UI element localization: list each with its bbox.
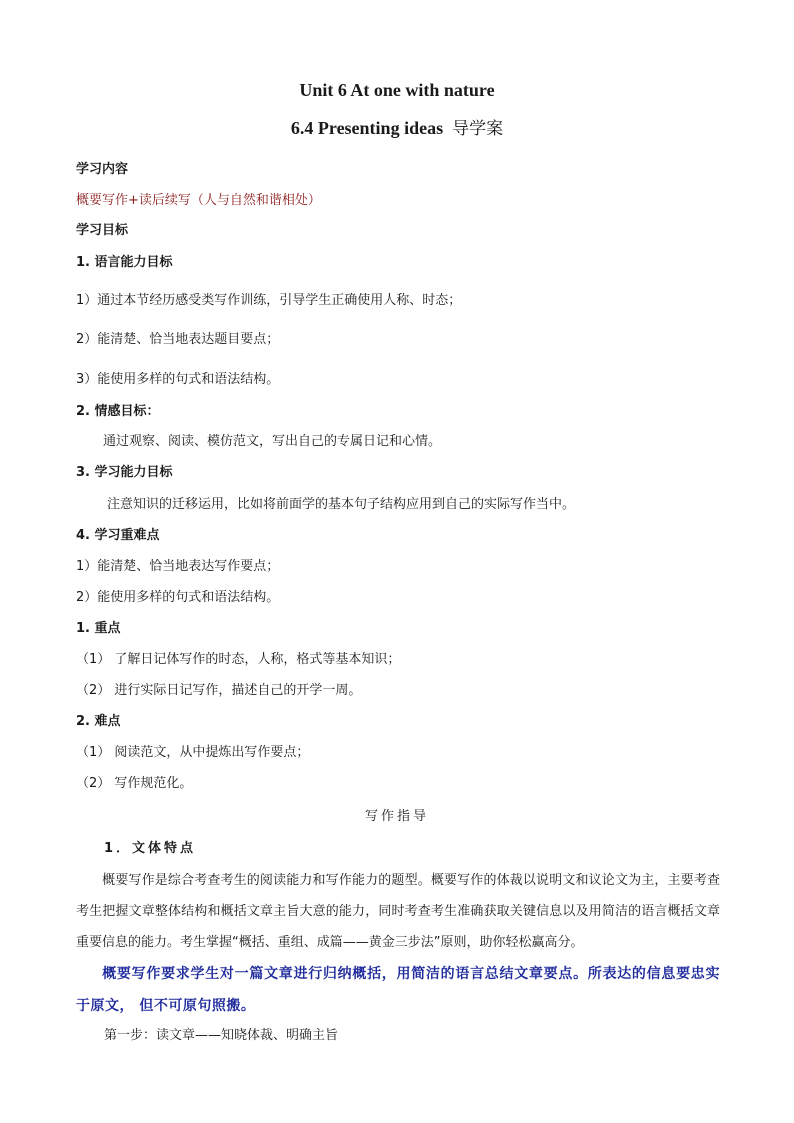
style-paragraph: 概要写作是综合考查考生的阅读能力和写作能力的题型。概要写作的体裁以说明文和议论文为主，主要考查考生把握文章整体结构和概括文章主旨大意的能力，同时考查考生准确获取关键信息以及用简洁的语言概括文章重要信息的能力。考生掌握“概括、重组、成篇——黄金三步法”原则，助你轻松赢高分。 [76,873,720,950]
requirement-paragraph: 概要写作要求学生对一篇文章进行归纳概括，用简洁的语言总结文章要点。所表达的信息要忠实于原文， 但不可原句照搬。 [76,966,720,1014]
key-points-heading: 1. 重点 [76,621,121,636]
key-point-item: （2） 进行实际日记写作，描述自己的开学一周。 [76,683,362,698]
key-difficulty-item: 2）能使用多样的句式和语法结构。 [76,590,280,605]
step-one-text: 第一步：读文章——知晓体裁、明确主旨 [104,1028,339,1043]
objectives-heading: 学习目标 [76,223,129,238]
difficult-point-item: （1） 阅读范文，从中提炼出写作要点； [76,745,310,760]
language-goal-item: 1）通过本节经历感受类写作训练，引导学生正确使用人称、时态； [76,293,462,308]
learning-ability-text: 注意知识的迁移运用，比如将前面学的基本句子结构应用到自己的实际写作当中。 [107,497,576,512]
study-content-text: 概要写作+读后续写（人与自然和谐相处） [76,193,321,208]
language-goal-item: 3）能使用多样的句式和语法结构。 [76,372,280,387]
emotion-goal-text: 通过观察、阅读、模仿范文，写出自己的专属日记和心情。 [103,434,442,449]
learning-ability-heading: 3. 学习能力目标 [76,465,173,480]
style-features-heading: 1．文体特点 [104,841,197,856]
difficult-points-heading: 2. 难点 [76,714,121,729]
subtitle-chinese: 导学案 [452,119,504,139]
language-goal-heading: 1. 语言能力目标 [76,255,173,270]
key-difficulty-heading: 4. 学习重难点 [76,528,160,543]
difficult-point-item: （2） 写作规范化。 [76,776,193,791]
page-subtitle [0,116,794,141]
key-difficulty-item: 1）能清楚、恰当地表达写作要点； [76,559,280,574]
language-goal-item: 2）能清楚、恰当地表达题目要点； [76,332,280,347]
writing-guide-heading: 写作指导 [364,809,429,824]
study-content-heading: 学习内容 [76,162,129,177]
key-point-item: （1） 了解日记体写作的时态，人称，格式等基本知识； [76,652,401,667]
emotion-goal-heading: 2. 情感目标： [76,404,160,419]
page-title: Unit 6 At one with nature [299,80,495,100]
subtitle-english: 6.4 Presenting ideas [290,118,444,138]
